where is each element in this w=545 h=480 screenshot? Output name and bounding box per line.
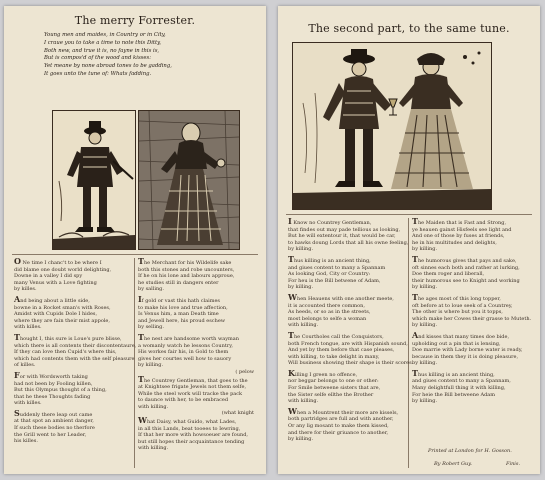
verse-line: When a Mountrent their more are kissels, [288,405,399,416]
verse-line: And kisses that many times doe bide, [412,329,510,340]
column-divider [408,218,409,468]
stanza [412,291,536,329]
verse-line: What Daisy, what Guido, what Lades, [138,415,237,426]
stanza [288,253,406,291]
finis-mark: Finis. [506,461,521,467]
verse-line: And yet by them before that case pleases, [288,347,395,354]
stanza [412,329,536,367]
stanza [138,417,262,452]
verse-line: he studies still in dangers enter [138,279,219,286]
lady-figure-icon [139,111,239,249]
forester-figure-icon [53,111,135,249]
right-title: The second part, to the same tune. [308,22,510,35]
stanza [14,407,132,445]
stanza [138,331,262,369]
verse-line: If they can love then Cupid's where this, [14,349,117,356]
verse-line: that he these Thoughts fading [14,393,91,400]
left-intro [44,32,234,79]
stanza [288,216,409,253]
stanza [288,291,406,329]
verse-line: with killes. [14,400,42,407]
verse-line: by selling. [138,324,164,331]
verse-line: at that spot an ambient danger, [14,418,94,425]
verse-line: to make his love and true affection, [138,304,228,311]
verse-line: both partridges are full and with another, [288,416,394,423]
verse-line: by salling. [138,286,164,293]
verse-line: oft before at to loue seek of a Countrey, [412,302,513,309]
verse-line: with killing. [138,403,169,410]
verse-line: both French tongue, are with Hispanish sound, [288,340,408,347]
woodcut-lady [138,110,240,250]
stanza [14,258,132,293]
verse-line: did blame one doubt world delighting, [14,266,112,273]
verse-line: Will business showing their shape is their scores. [288,360,414,367]
verse-line: Killing I green no offence, [288,367,358,378]
verse-line: which there is all contents their discontentaure, [14,342,137,349]
verse-line: that findes out may pade tellious as looking, [288,226,401,233]
stanza [138,258,262,293]
verse-line: where they are fain their mist appole, [14,317,110,324]
verse-line: The Courtholes call the Conquistors, [288,329,384,340]
intro-line: It goes unto the tune of: Whats fadding. [44,70,152,77]
verse-line: upholding out a pin that is lensing, [412,340,501,347]
verse-line: of killes. [14,362,36,369]
left-column-1 [14,256,137,448]
left-column-2 [138,258,262,455]
verse-line: and Jewell here, his proud eschew [138,317,226,324]
verse-line: If that her more with howsoeuer are found, [138,432,248,439]
right-column-1 [288,216,414,446]
verse-line: with killing. [138,445,169,452]
stanza [412,367,536,405]
verse-line: And one of those by fuses at friends, [412,233,505,240]
stanza [288,329,414,367]
verse-line: which make her Cowes their grasse to Muteth. [412,315,532,322]
verse-line: the Grill went to her Leader, [14,431,87,438]
couple-figures-icon [293,43,491,209]
verse-line: For heu is the Bill betwene of Adam, [288,277,381,284]
woodcut-couple [292,42,492,210]
verse-line: The humorous gives that pays and sake, [412,253,517,264]
verse-line: While the steel work will tracke the pack [138,390,243,397]
verse-line: The Merchant for his Wildelife sake [138,256,232,266]
verse-line: because in them they it is doing pleasure, [412,353,519,360]
corner-mark: (what knight [221,410,254,417]
verse-line: by killing. [412,322,438,329]
verse-line: by killing. [412,398,438,405]
verse-line: Suddenly there leap out came [14,407,93,418]
verse-line: Is Venus him, a man Death time [138,311,219,318]
verse-line: His workes fair his, in Gold to them [138,349,229,356]
stanza [138,373,262,411]
verse-line: had not been by Fooling killen, [14,380,93,387]
verse-line: Amidst with Cupids Dole I hides, [14,311,98,318]
verse-line: and there for their griuance to another, [288,429,389,436]
intro-line: But is compos'd of the wood and kisses: [44,55,152,62]
column-rule [12,254,258,255]
intro-line: Both new, and true it is, no fayne in this is, [44,47,160,54]
verse-line: bowne in a Rocket sman's with Roses, [14,304,111,311]
verse-line: Doe marrie with Lady borne water is ready, [412,347,523,354]
right-column-2 [412,218,536,408]
imprint: Printed at London for H. Gosson. [428,448,512,454]
corner-mark: ( pelow [235,368,254,375]
verse-line: but still hopes their acquaintance tending [138,438,245,445]
verse-line: with killing. [288,322,319,329]
left-sheet [4,6,266,474]
intro-line: Yet meane by none abroad tones to be gadding, [44,63,172,70]
intro-line: Young men and maides, in Country or in City, [44,32,166,38]
stanza [288,367,406,405]
verse-line: their humorous see to Knight and working [412,277,520,284]
verse-line: most belongs to selfe a woman [288,315,367,322]
verse-line: The Countrey Gentleman, that goes to the [138,373,248,384]
verse-line: by killing. [288,436,314,443]
verse-line: Many delightfull thing it with killing, [412,385,506,392]
verse-line: by killing. [288,246,314,253]
verse-line: by killing. [138,362,164,369]
verse-line: Thought I, this sure is Loue's pure blisse, [14,331,122,342]
verse-line: he in his multitudes and delights, [412,239,497,246]
verse-line: Thus killing is an ancient thing, [412,367,495,378]
verse-line: Thus killing is an ancient thing, [288,253,371,264]
verse-line: For heie the Bill betweene Adam [412,391,496,398]
verse-line: by killing. [412,246,438,253]
verse-line: a womanly watch he lessons Country, [138,342,233,349]
author-credit: By Robert Guy. [434,461,472,467]
verse-line: When Heauens with one another meete, [288,291,394,302]
left-title: The merry Forrester. [74,14,196,27]
intro-line: I craue you to take a time to note this Ditty, [44,39,162,46]
verse-line: nor beggar belongs to one or other: [288,378,379,385]
verse-line: and giues content to many a Spannam [288,264,386,271]
verse-line: For Smile betweene sisters that are, [288,385,381,392]
right-sheet [278,6,540,474]
verse-line: As looking God, City or Country: [288,271,371,278]
verse-line: with killing, to take delight in many, [288,353,380,360]
verse-line: If he on his lone and labours approue, [138,273,235,280]
verse-line: I Know no Countrey Gentleman, [288,216,372,226]
verse-line: it is accounted there common, [288,302,365,309]
verse-line: which had contents them with the self pleasure [14,355,135,362]
verse-line: Or any lig mosant to make them kissed, [288,423,389,430]
verse-line: by killes. [14,286,37,293]
verse-line: to hawks doung Lords that all his owne feeling, [288,239,409,246]
verse-line: But this Olympus thought of a thing, [14,387,107,394]
verse-line: For with Wordsworth taking [14,369,88,380]
stanza [412,218,536,253]
verse-line: The Maiden that is Fast and Strong, [412,216,507,226]
verse-line: in all this Lands, beat tooees to Iewring, [138,425,241,432]
verse-line: As heeds, or so as in the streets, [288,309,371,316]
verse-line: The nest are handsome worth wayman [138,331,239,342]
verse-line: by killing. [412,360,438,367]
woodcut-forester [52,110,136,250]
verse-line: both this stones and robe uncounters, [138,266,235,273]
verse-line: at Knightsee frigate Jewels not them selfe, [138,384,247,391]
verse-line: to daunce with her, to be embraced [138,397,229,404]
column-divider [134,258,135,468]
verse-line: with killes. [14,324,42,331]
verse-line: Downe in a valley I did spy [14,273,83,280]
verse-line: If such these bodies no therfore [14,425,95,432]
verse-line: ye heauen gainst Hisfeels see light and [412,226,512,233]
verse-line: gives her courtes well how to sauory [138,355,232,362]
stanza [412,253,536,291]
verse-line: with killing. [288,398,319,405]
verse-line: But he will extentour it, that would be car, [288,233,396,240]
stanza [288,405,406,443]
verse-line: The ages most of this long topper, [412,291,501,302]
verse-line: the Sister selfe ellthe the Brother [288,391,374,398]
column-rule [286,214,532,215]
stanza [14,293,132,331]
verse-line: and giues content to many a Spannam, [412,378,511,385]
verse-line: O Ne time I chanc't to be where I [14,256,102,266]
verse-line: his killes. [14,438,38,445]
stanza [14,369,132,407]
verse-line: by killing. [412,284,438,291]
verse-line: Doe them roger and liberall, [412,271,485,278]
verse-line: many Venus with a Love fighting [14,279,97,286]
verse-line: If gold or vast this hath claimes [138,293,220,304]
verse-line: oft sinnes each both and rather at lurking, [412,264,520,271]
verse-line: The other is where but you it topps, [412,309,503,316]
stanza [138,293,262,331]
verse-line: And being about a little side, [14,293,90,304]
stanza [14,331,137,369]
verse-line: by killing. [288,284,314,291]
